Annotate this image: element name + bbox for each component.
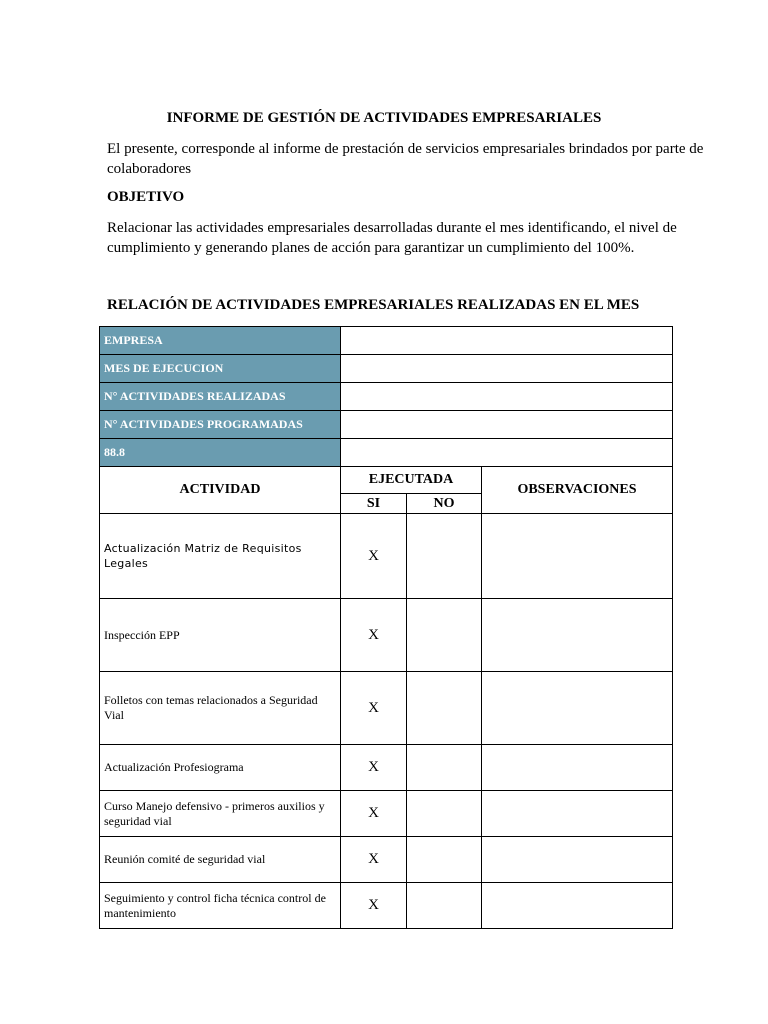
- header-no: NO: [407, 494, 482, 514]
- observations-cell: [482, 599, 673, 672]
- table-row: [100, 672, 673, 745]
- table-row: [100, 514, 673, 599]
- activities-table: [99, 466, 673, 929]
- summary-table: [99, 326, 673, 467]
- executed-no-mark: [407, 837, 482, 883]
- table-row: [100, 791, 673, 837]
- executed-si-mark: X: [341, 837, 407, 883]
- activity-name: Actualización Profesiograma: [100, 745, 341, 791]
- meta-row-mes: [100, 355, 673, 383]
- meta-label: N° ACTIVIDADES PROGRAMADAS: [100, 411, 341, 439]
- meta-value: [341, 439, 673, 467]
- header-observations: OBSERVACIONES: [482, 467, 673, 514]
- observations-cell: [482, 883, 673, 929]
- header-activity: ACTIVIDAD: [100, 467, 341, 514]
- executed-no-mark: [407, 514, 482, 599]
- meta-value: [341, 383, 673, 411]
- observations-cell: [482, 837, 673, 883]
- activity-name: Folletos con temas relacionados a Seguridad Vial: [100, 672, 341, 745]
- activity-name: Inspección EPP: [100, 599, 341, 672]
- meta-row-realizadas: [100, 383, 673, 411]
- meta-row-programadas: [100, 411, 673, 439]
- activity-name: Curso Manejo defensivo - primeros auxilios y seguridad vial: [100, 791, 341, 837]
- activity-name: Seguimiento y control ficha técnica control de mantenimiento: [100, 883, 341, 929]
- executed-si-mark: X: [341, 514, 407, 599]
- header-si: SI: [341, 494, 407, 514]
- activity-name: Actualización Matriz de Requisitos Legales: [100, 514, 341, 599]
- document-title: INFORME DE GESTIÓN DE ACTIVIDADES EMPRESARIALES: [166, 110, 602, 126]
- meta-label: N° ACTIVIDADES REALIZADAS: [100, 383, 341, 411]
- executed-no-mark: [407, 745, 482, 791]
- header-executed: EJECUTADA: [341, 467, 482, 494]
- executed-si-mark: X: [341, 599, 407, 672]
- intro-paragraph: El presente, corresponde al informe de prestación de servicios empresariales brindados por parte de colaboradores: [107, 141, 704, 177]
- table-row: [100, 745, 673, 791]
- observations-cell: [482, 672, 673, 745]
- executed-no-mark: [407, 672, 482, 745]
- executed-no-mark: [407, 599, 482, 672]
- executed-si-mark: X: [341, 745, 407, 791]
- table-row: [100, 599, 673, 672]
- section-heading: RELACIÓN DE ACTIVIDADES EMPRESARIALES REALIZADAS EN EL MES: [107, 297, 640, 313]
- meta-value: [341, 355, 673, 383]
- observations-cell: [482, 514, 673, 599]
- activity-name: Reunión comité de seguridad vial: [100, 837, 341, 883]
- objective-heading: OBJETIVO: [107, 189, 185, 205]
- observations-cell: [482, 745, 673, 791]
- table-row: [100, 837, 673, 883]
- observations-cell: [482, 791, 673, 837]
- objective-paragraph: Relacionar las actividades empresariales desarrolladas durante el mes identificando, el nivel de cumplimiento y generando planes de acción para garantizar un cumplimiento del 100%.: [107, 220, 677, 256]
- meta-value: [341, 411, 673, 439]
- meta-label: 88.8: [100, 439, 341, 467]
- meta-row-percentage: [100, 439, 673, 467]
- executed-no-mark: [407, 791, 482, 837]
- executed-si-mark: X: [341, 791, 407, 837]
- table-row: [100, 883, 673, 929]
- meta-row-empresa: [100, 327, 673, 355]
- meta-label: EMPRESA: [100, 327, 341, 355]
- meta-label: MES DE EJECUCION: [100, 355, 341, 383]
- executed-si-mark: X: [341, 883, 407, 929]
- executed-no-mark: [407, 883, 482, 929]
- executed-si-mark: X: [341, 672, 407, 745]
- meta-value: [341, 327, 673, 355]
